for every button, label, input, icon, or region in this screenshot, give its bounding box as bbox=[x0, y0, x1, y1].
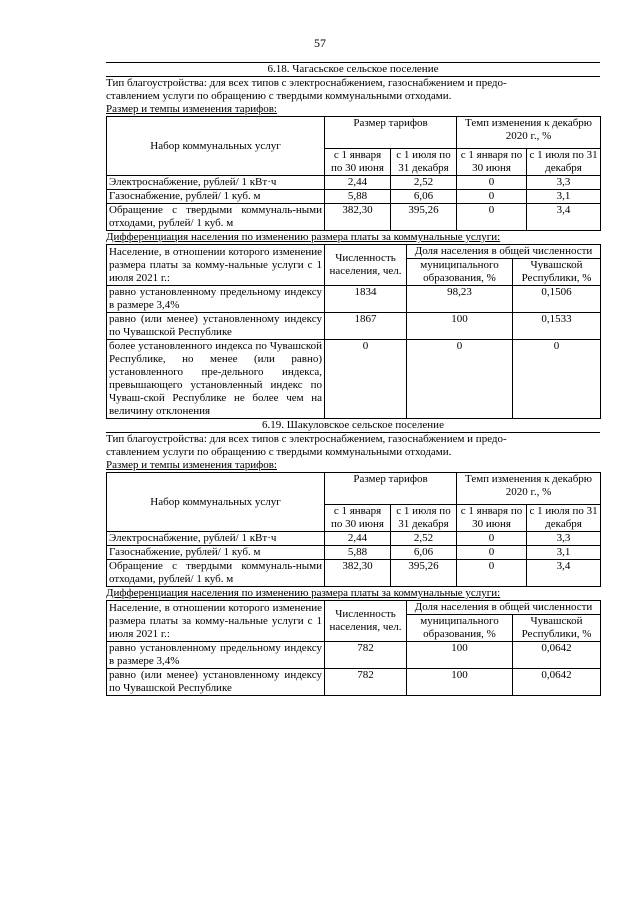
tariff-header-size: Размер тарифов bbox=[325, 117, 457, 149]
diff-header-population: Население, в отношении которого изменение размера платы за комму-нальные услуги с 1 июля 2021 г.: bbox=[107, 601, 325, 642]
tariff-header-jul-dec: с 1 июля по 31 декабря bbox=[391, 149, 457, 176]
tariff-caption: Размер и темпы изменения тарифов: bbox=[106, 103, 277, 115]
diff-header-count: Численность населения, чел. bbox=[325, 245, 407, 286]
tariff-header-size: Размер тарифов bbox=[325, 473, 457, 505]
section-6-19 bbox=[106, 419, 600, 696]
tariff-row: Газоснабжение, рублей/ 1 куб. м 5,88 6,06 0 3,1 bbox=[107, 190, 601, 204]
tariff-row: Обращение с твердыми коммуналь-ными отходами, рублей/ 1 куб. м 382,30 395,26 0 3,4 bbox=[107, 560, 601, 587]
diff-header-population: Население, в отношении которого изменение размера платы за комму-нальные услуги с 1 июля 2021 г.: bbox=[107, 245, 325, 286]
diff-header-municipal: муниципального образования, % bbox=[407, 615, 513, 642]
diff-header-republic: Чувашской Республики, % bbox=[513, 259, 601, 286]
section-6-18 bbox=[106, 62, 600, 419]
diff-header-share: Доля населения в общей численности bbox=[407, 601, 601, 615]
differentiation-caption: Дифференциация населения по изменению размера платы за коммунальные услуги: bbox=[106, 587, 501, 599]
tariff-header-services: Набор коммунальных услуг bbox=[107, 117, 325, 176]
tariff-header-rate-jul-dec: с 1 июля по 31 декабря bbox=[527, 505, 601, 532]
page-number: 57 bbox=[314, 36, 326, 50]
diff-row: равно установленному предельному индексу в размере 3,4% 782 100 0,0642 bbox=[107, 642, 601, 669]
diff-row: равно (или менее) установленному индексу по Чувашской Республике 782 100 0,0642 bbox=[107, 669, 601, 696]
diff-row: равно установленному предельному индексу в размере 3,4% 1834 98,23 0,1506 bbox=[107, 286, 601, 313]
tariff-caption: Размер и темпы изменения тарифов: bbox=[106, 459, 277, 471]
tariff-table bbox=[106, 472, 601, 587]
tariff-header-jan-jun: с 1 января по 30 июня bbox=[325, 149, 391, 176]
diff-header-count: Численность населения, чел. bbox=[325, 601, 407, 642]
tariff-header-services: Набор коммунальных услуг bbox=[107, 473, 325, 532]
improvement-type-line2: ставлением услуги по обращению с твердыми коммунальными отходами. bbox=[106, 90, 452, 102]
diff-header-share: Доля населения в общей численности bbox=[407, 245, 601, 259]
section-title: 6.18. Чагасьское сельское поселение bbox=[106, 62, 600, 77]
tariff-header-jul-dec: с 1 июля по 31 декабря bbox=[391, 505, 457, 532]
tariff-header-rate-jan-jun: с 1 января по 30 июня bbox=[457, 149, 527, 176]
tariff-header-rate-jul-dec: с 1 июля по 31 декабря bbox=[527, 149, 601, 176]
tariff-header-rate-jan-jun: с 1 января по 30 июня bbox=[457, 505, 527, 532]
tariff-header-rate: Темп изменения к декабрю 2020 г., % bbox=[457, 473, 601, 505]
differentiation-table bbox=[106, 244, 601, 419]
section-title: 6.19. Шакуловское сельское поселение bbox=[106, 419, 600, 433]
tariff-row: Газоснабжение, рублей/ 1 куб. м 5,88 6,06 0 3,1 bbox=[107, 546, 601, 560]
improvement-type-line1: Тип благоустройства: для всех типов с электроснабжением, газоснабжением и предо- bbox=[106, 77, 507, 89]
diff-row: более установленного индекса по Чувашской Республике, но менее (или равно) установленного пре-дельного индекса, превышающего установленный индекс по Чуваш-ской Республике не более чем на величину отклонения 0 0 0 bbox=[107, 340, 601, 419]
diff-row: равно (или менее) установленному индексу по Чувашской Республике 1867 100 0,1533 bbox=[107, 313, 601, 340]
tariff-row: Электроснабжение, рублей/ 1 кВт·ч 2,44 2,52 0 3,3 bbox=[107, 532, 601, 546]
differentiation-table bbox=[106, 600, 601, 696]
tariff-table bbox=[106, 116, 601, 231]
page-content bbox=[106, 62, 600, 696]
tariff-header-jan-jun: с 1 января по 30 июня bbox=[325, 505, 391, 532]
tariff-row: Электроснабжение, рублей/ 1 кВт·ч 2,44 2,52 0 3,3 bbox=[107, 176, 601, 190]
tariff-header-rate: Темп изменения к декабрю 2020 г., % bbox=[457, 117, 601, 149]
improvement-type-line2: ставлением услуги по обращению с твердыми коммунальными отходами. bbox=[106, 446, 452, 458]
tariff-row: Обращение с твердыми коммуналь-ными отходами, рублей/ 1 куб. м 382,30 395,26 0 3,4 bbox=[107, 204, 601, 231]
improvement-type-line1: Тип благоустройства: для всех типов с электроснабжением, газоснабжением и предо- bbox=[106, 433, 507, 445]
differentiation-caption: Дифференциация населения по изменению размера платы за коммунальные услуги: bbox=[106, 231, 501, 243]
diff-header-republic: Чувашской Республики, % bbox=[513, 615, 601, 642]
diff-header-municipal: муниципального образования, % bbox=[407, 259, 513, 286]
